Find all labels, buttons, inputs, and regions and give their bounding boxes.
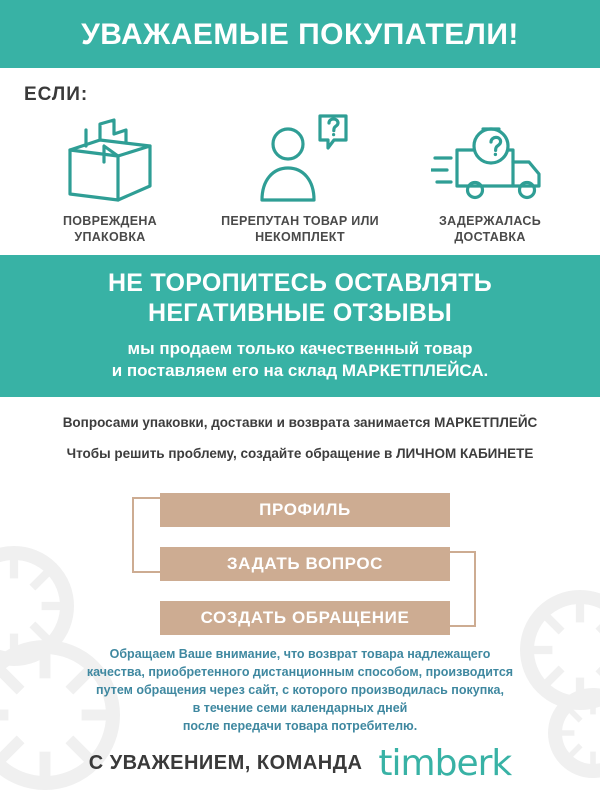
info-line-2: Чтобы решить проблему, создайте обращение в ЛИЧНОМ КАБИНЕТЕ bbox=[66, 445, 534, 461]
damaged-box-glyph bbox=[56, 116, 164, 204]
warning-sub-line1: мы продаем только качественный товар bbox=[127, 339, 473, 359]
step-ask-question-button[interactable]: ЗАДАТЬ ВОПРОС bbox=[160, 547, 450, 581]
person-question-glyph bbox=[246, 112, 354, 204]
brand-logo: timberk bbox=[378, 743, 512, 784]
person-question-icon bbox=[220, 112, 380, 204]
step-connector-left bbox=[132, 497, 162, 573]
warning-sub-line2: и поставляем его на склад МАРКЕТПЛЕЙСА. bbox=[111, 360, 489, 380]
info-line-1: Вопросами упаковки, доставки и возврата занимается МАРКЕТПЛЕЙС bbox=[62, 414, 538, 430]
page-title: УВАЖАЕМЫЕ ПОКУПАТЕЛИ! bbox=[81, 18, 519, 51]
warning-headline-line2: НЕГАТИВНЫЕ ОТЗЫВЫ bbox=[147, 298, 453, 327]
condition-item-wrong-item bbox=[220, 112, 380, 245]
notice-line-5: после передачи товара потребителю. bbox=[182, 719, 418, 734]
header-band bbox=[0, 0, 600, 68]
steps-section bbox=[0, 487, 600, 637]
condition-caption: ПОВРЕЖДЕНА УПАКОВКА bbox=[62, 214, 157, 244]
info-section bbox=[0, 397, 600, 481]
damaged-box-icon bbox=[30, 112, 190, 204]
warning-headline-line1: НЕ ТОРОПИТЕСЬ ОСТАВЛЯТЬ bbox=[107, 269, 493, 298]
notice-line-2: качества, приобретенного дистанционным способом, производится bbox=[86, 664, 514, 679]
notice-line-4: в течение семи календарных дней bbox=[192, 701, 408, 716]
footer-thanks: С УВАЖЕНИЕМ, КОМАНДА bbox=[88, 752, 363, 774]
delivery-truck-glyph bbox=[431, 120, 549, 204]
legal-notice bbox=[0, 637, 600, 736]
footer bbox=[0, 743, 600, 784]
conditions-label: ЕСЛИ: bbox=[24, 84, 89, 105]
condition-caption: ЗАДЕРЖАЛАСЬ ДОСТАВКА bbox=[438, 214, 541, 244]
step-profile-button[interactable]: ПРОФИЛЬ bbox=[160, 493, 450, 527]
condition-caption: ПЕРЕПУТАН ТОВАР ИЛИ НЕКОМПЛЕКТ bbox=[221, 214, 379, 244]
condition-item-delayed-delivery bbox=[410, 112, 570, 245]
notice-line-3: путем обращения через сайт, с которого производилась покупка, bbox=[96, 683, 504, 697]
condition-item-damaged-package bbox=[30, 112, 190, 245]
conditions-icons-row bbox=[24, 112, 576, 245]
notice-line-1: Обращаем Ваше внимание, что возврат товара надлежащего bbox=[109, 646, 491, 661]
conditions-section bbox=[0, 68, 600, 255]
warning-band bbox=[0, 255, 600, 397]
step-connector-right bbox=[448, 551, 476, 627]
delivery-truck-icon bbox=[410, 112, 570, 204]
step-create-ticket-button[interactable]: СОЗДАТЬ ОБРАЩЕНИЕ bbox=[160, 601, 450, 635]
